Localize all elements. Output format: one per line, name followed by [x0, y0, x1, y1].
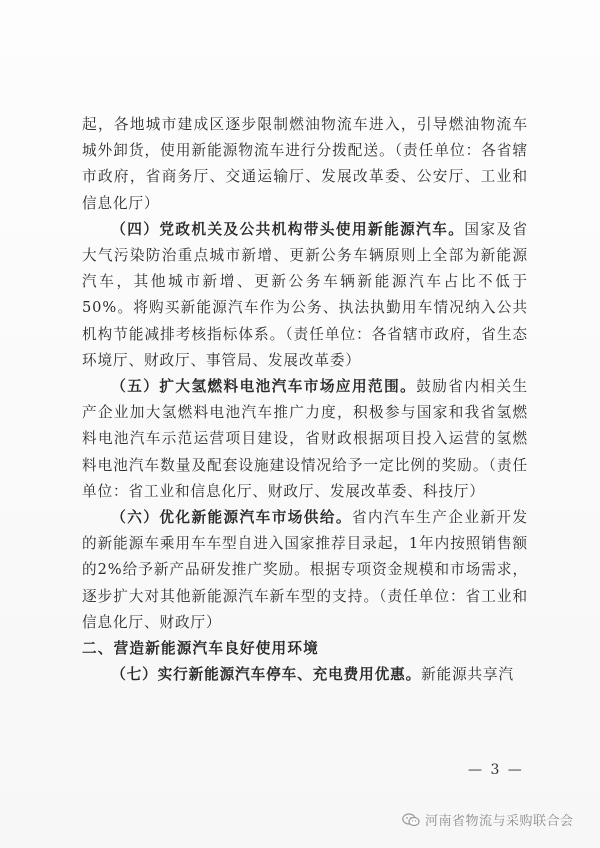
- page-number: — 3 —: [468, 762, 524, 778]
- paragraph-text: 鼓励省内相关生产企业加大氢燃料电池汽车推广力度，积极参与国家和我省氢燃料电池汽车示范运营项目建设，省财政根据项目投入运营的氢燃料电池汽车数量及配套设施建设情况给予一定比例的奖励。（责任单位：省工业和信息化厅、财政厅、发展改革委、科技厅）: [82, 378, 528, 500]
- watermark: [402, 810, 574, 829]
- item-heading: （五）扩大氢燃料电池汽车市场应用范围。: [111, 378, 417, 396]
- paragraph-text: 国家及省大气污染防治重点城市新增、更新公务车辆原则上全部为新能源汽车，其他城市新增、更新公务车辆新能源汽车占比不低于50%。将购买新能源汽车作为公务、执法执勤用车情况纳入公共机构节能减排考核指标体系。（责任单位：各省辖市政府，省生态环境厅、财政厅、事管局、发展改革委）: [82, 220, 528, 369]
- paragraph-item-4: [82, 217, 528, 374]
- paragraph-text: 省内汽车生产企业新开发的新能源车乘用车车型自进入国家推荐目录起，1年内按照销售额的2%给予新产品研发推广奖励。根据专项资金规模和市场需求，逐步扩大对其他新能源汽车新车型的支持。（责任单位：省工业和信息化厅、财政厅）: [82, 509, 528, 631]
- wechat-icon: [402, 813, 420, 827]
- document-body: [82, 112, 528, 688]
- paragraph-text: 起，各地城市建成区逐步限制燃油物流车进入，引导燃油物流车城外卸货，使用新能源物流车进行分拨配送。（责任单位：各省辖市政府，省商务厅、交通运输厅、发展改革委、公安厅、工业和信息化厅）: [82, 116, 528, 212]
- watermark-text: 河南省物流与采购联合会: [425, 814, 574, 829]
- paragraph-continuation: [82, 112, 528, 217]
- item-heading: （七）实行新能源汽车停车、充电费用优惠。: [111, 666, 422, 684]
- item-heading: （四）党政机关及公共机构带头使用新能源汽车。: [111, 220, 465, 238]
- item-heading: （六）优化新能源汽车市场供给。: [111, 509, 352, 527]
- paragraph-item-7: [82, 662, 528, 688]
- section-heading: 二、营造新能源汽车良好使用环境: [82, 640, 319, 658]
- paragraph-item-6: [82, 505, 528, 636]
- paragraph-item-5: [82, 374, 528, 505]
- paragraph-text: 新能源共享汽: [421, 666, 515, 684]
